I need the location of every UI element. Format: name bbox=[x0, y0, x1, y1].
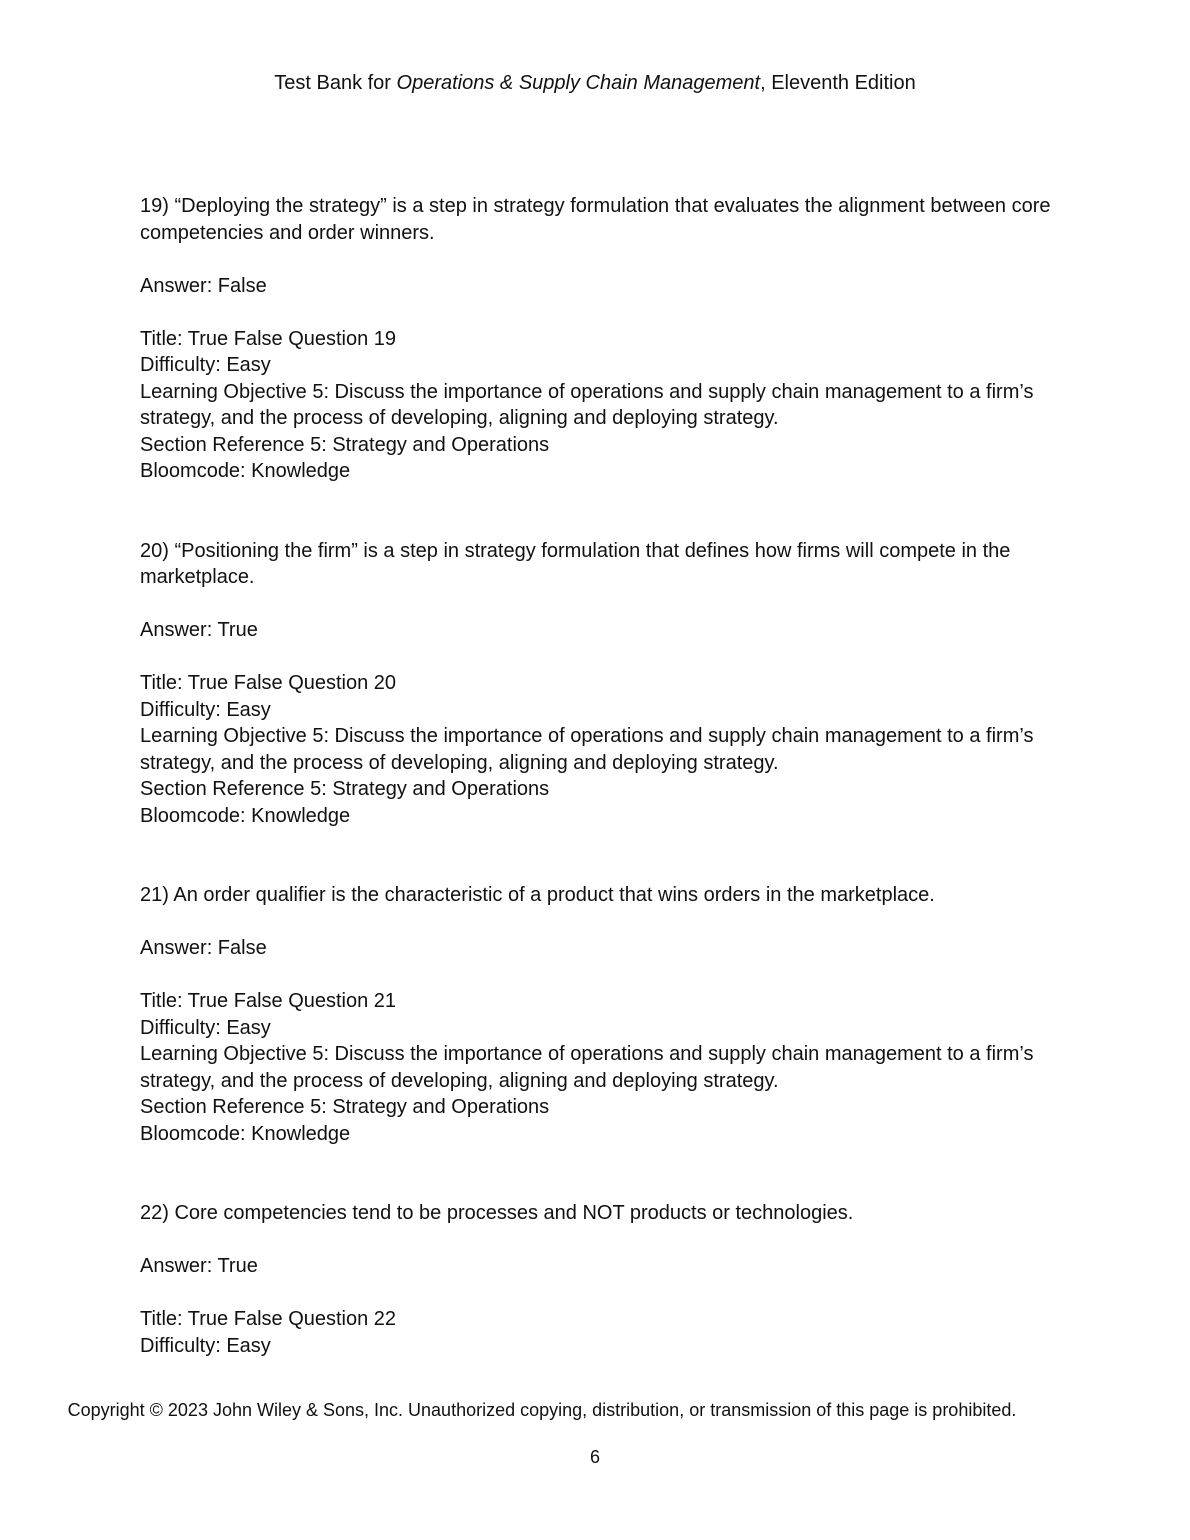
question-difficulty: Difficulty: Easy bbox=[140, 354, 271, 376]
question-section-reference: Section Reference 5: Strategy and Operations bbox=[140, 433, 550, 456]
question-section-reference: Section Reference 5: Strategy and Operations bbox=[140, 1096, 550, 1118]
question-difficulty: Difficulty: Easy bbox=[140, 698, 271, 721]
question-answer: Answer: True bbox=[140, 1255, 258, 1277]
question-title: Title: True False Question 22 bbox=[140, 1308, 397, 1330]
copyright-notice: Copyright © 2023 John Wiley & Sons, Inc. Unauthorized copying, distribution, or transmission of this page is prohibited. bbox=[67, 1400, 1017, 1420]
question-title: Title: True False Question 21 bbox=[140, 990, 397, 1012]
question-22 bbox=[140, 1200, 1060, 1359]
question-stem: 21) An order qualifier is the characteristic of a product that wins orders in the marketplace. bbox=[140, 884, 935, 906]
question-title: Title: True False Question 19 bbox=[140, 327, 397, 350]
question-learning-objective: Learning Objective 5: Discuss the importance of operations and supply chain management to a firm’s strategy, and the process of developing, aligning and deploying strategy. bbox=[140, 380, 1034, 429]
question-section-reference: Section Reference 5: Strategy and Operations bbox=[140, 778, 550, 800]
question-21 bbox=[140, 882, 1060, 1147]
question-difficulty: Difficulty: Easy bbox=[140, 1334, 271, 1357]
question-answer: Answer: False bbox=[140, 274, 267, 297]
question-19 bbox=[140, 193, 1060, 485]
question-metadata bbox=[140, 1306, 1060, 1359]
header-suffix: , Eleventh Edition bbox=[760, 72, 916, 94]
question-stem: 19) “Deploying the strategy” is a step in strategy formulation that evaluates the alignment between core competencies and order winners. bbox=[140, 195, 1051, 244]
question-answer: Answer: True bbox=[140, 619, 258, 641]
question-20 bbox=[140, 538, 1060, 830]
header-prefix: Test Bank for bbox=[274, 72, 397, 94]
question-stem: 20) “Positioning the firm” is a step in strategy formulation that defines how firms will compete in the marketplace. bbox=[140, 539, 1011, 588]
book-title: Operations & Supply Chain Management bbox=[396, 72, 761, 94]
question-answer: Answer: False bbox=[140, 937, 267, 959]
question-bloomcode: Bloomcode: Knowledge bbox=[140, 1122, 351, 1145]
page-number: 6 bbox=[589, 1447, 600, 1467]
running-header bbox=[0, 70, 1190, 96]
question-learning-objective: Learning Objective 5: Discuss the importance of operations and supply chain management to a firm’s strategy, and the process of developing, aligning and deploying strategy. bbox=[140, 725, 1034, 774]
question-metadata bbox=[140, 988, 1060, 1147]
question-title: Title: True False Question 20 bbox=[140, 672, 397, 694]
question-metadata bbox=[140, 326, 1060, 485]
question-stem: 22) Core competencies tend to be processes and NOT products or technologies. bbox=[140, 1202, 854, 1224]
question-bloomcode: Bloomcode: Knowledge bbox=[140, 804, 351, 827]
question-difficulty: Difficulty: Easy bbox=[140, 1016, 271, 1039]
question-metadata bbox=[140, 670, 1060, 829]
question-list bbox=[140, 193, 1060, 1359]
question-bloomcode: Bloomcode: Knowledge bbox=[140, 460, 351, 482]
question-learning-objective: Learning Objective 5: Discuss the importance of operations and supply chain management to a firm’s strategy, and the process of developing, aligning and deploying strategy. bbox=[140, 1043, 1034, 1092]
